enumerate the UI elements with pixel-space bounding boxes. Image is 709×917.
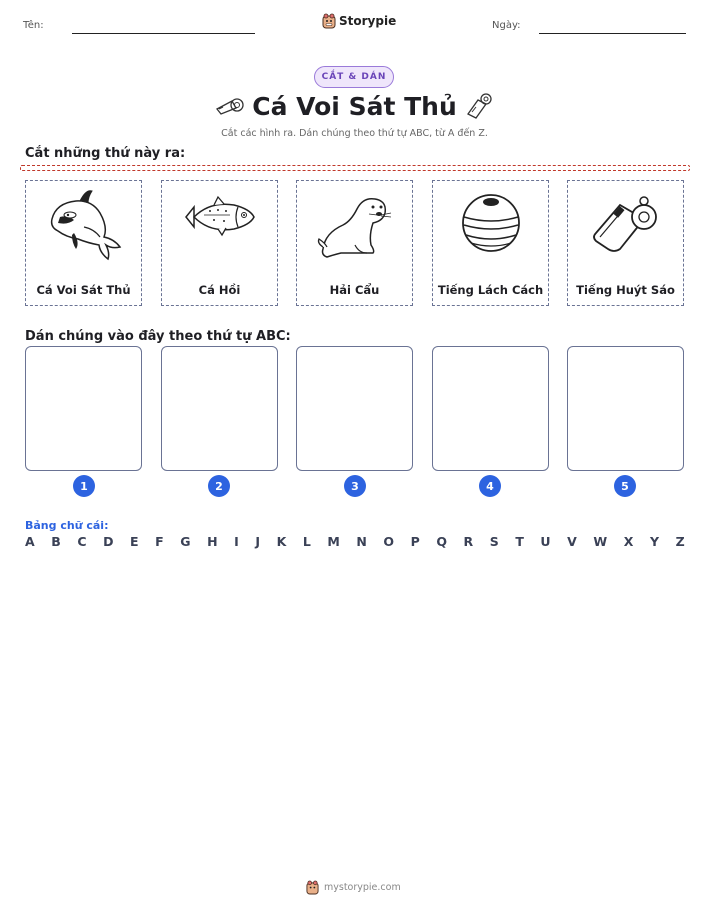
alphabet-letter: F — [155, 534, 164, 549]
date-line — [539, 33, 686, 34]
alphabet-row — [25, 534, 685, 549]
alphabet-letter: V — [567, 534, 577, 549]
paste-slot-2[interactable] — [161, 346, 278, 471]
alphabet-heading: Bảng chữ cái: — [25, 519, 109, 532]
cut-card-salmon[interactable] — [161, 180, 278, 306]
paste-slot-4[interactable] — [432, 346, 549, 471]
cut-card-click[interactable] — [432, 180, 549, 306]
card-label-click: Tiếng Lách Cách — [437, 283, 544, 297]
alphabet-letter: P — [410, 534, 420, 549]
cut-card-seal[interactable] — [296, 180, 413, 306]
cut-line — [20, 165, 690, 171]
alphabet-letter: Q — [436, 534, 447, 549]
alphabet-letter: N — [356, 534, 367, 549]
slot-number-4: 4 — [479, 475, 501, 497]
alphabet-letter: Y — [649, 534, 659, 549]
alphabet-letter: M — [327, 534, 340, 549]
card-label-seal: Hải Cẩu — [329, 283, 380, 297]
whistle-doodle-right-icon — [464, 92, 494, 120]
slot-number-3: 3 — [344, 475, 366, 497]
alphabet-letter: S — [489, 534, 499, 549]
name-label: Tên: — [23, 20, 44, 31]
alphabet-letter: E — [130, 534, 139, 549]
alphabet-letter: H — [207, 534, 218, 549]
paste-slot-1[interactable] — [25, 346, 142, 471]
alphabet-letter: G — [180, 534, 191, 549]
header-logo — [322, 13, 396, 29]
slot-number-1: 1 — [73, 475, 95, 497]
slot-number-2: 2 — [208, 475, 230, 497]
alphabet-letter: Z — [675, 534, 685, 549]
salmon-icon — [180, 187, 260, 277]
alphabet-letter: D — [103, 534, 114, 549]
card-label-orca: Cá Voi Sát Thủ — [36, 283, 131, 297]
alphabet-letter: O — [383, 534, 395, 549]
page-title: Cá Voi Sát Thủ — [252, 92, 457, 121]
alphabet-letter: W — [593, 534, 608, 549]
alphabet-letter: A — [25, 534, 35, 549]
alphabet-letter: U — [540, 534, 551, 549]
logo-text: Storypie — [339, 14, 397, 28]
card-label-salmon: Cá Hồi — [198, 283, 241, 297]
alphabet-letter: C — [77, 534, 87, 549]
orca-icon — [44, 187, 124, 277]
paste-slot-5[interactable] — [567, 346, 684, 471]
slot-number-5: 5 — [614, 475, 636, 497]
seal-icon — [315, 187, 395, 277]
alphabet-letter: R — [463, 534, 474, 549]
alphabet-letter: K — [276, 534, 287, 549]
name-line — [72, 33, 255, 34]
paste-heading: Dán chúng vào đây theo thứ tự ABC: — [25, 329, 291, 344]
cut-heading: Cắt những thứ này ra: — [25, 146, 186, 161]
instructions: Cắt các hình ra. Dán chúng theo thứ tự ABC, từ A đến Z. — [221, 128, 488, 139]
alphabet-letter: L — [302, 534, 311, 549]
paste-slot-3[interactable] — [296, 346, 413, 471]
card-label-whistle: Tiếng Huýt Sáo — [576, 283, 675, 297]
footer — [306, 880, 401, 895]
cut-card-orca[interactable] — [25, 180, 142, 306]
storypie-logo-icon — [322, 13, 336, 29]
whistle-icon — [586, 187, 666, 277]
cut-card-whistle[interactable] — [567, 180, 684, 306]
alphabet-letter: B — [51, 534, 61, 549]
alphabet-letter: I — [234, 534, 239, 549]
alphabet-letter: X — [623, 534, 634, 549]
alphabet-letter: J — [255, 534, 260, 549]
ball-icon — [451, 187, 531, 277]
footer-logo-icon — [306, 880, 319, 895]
activity-badge: CẮT & DÁN — [314, 66, 394, 88]
footer-link[interactable]: mystorypie.com — [324, 882, 401, 893]
alphabet-letter: T — [515, 534, 524, 549]
date-label: Ngày: — [492, 20, 521, 31]
